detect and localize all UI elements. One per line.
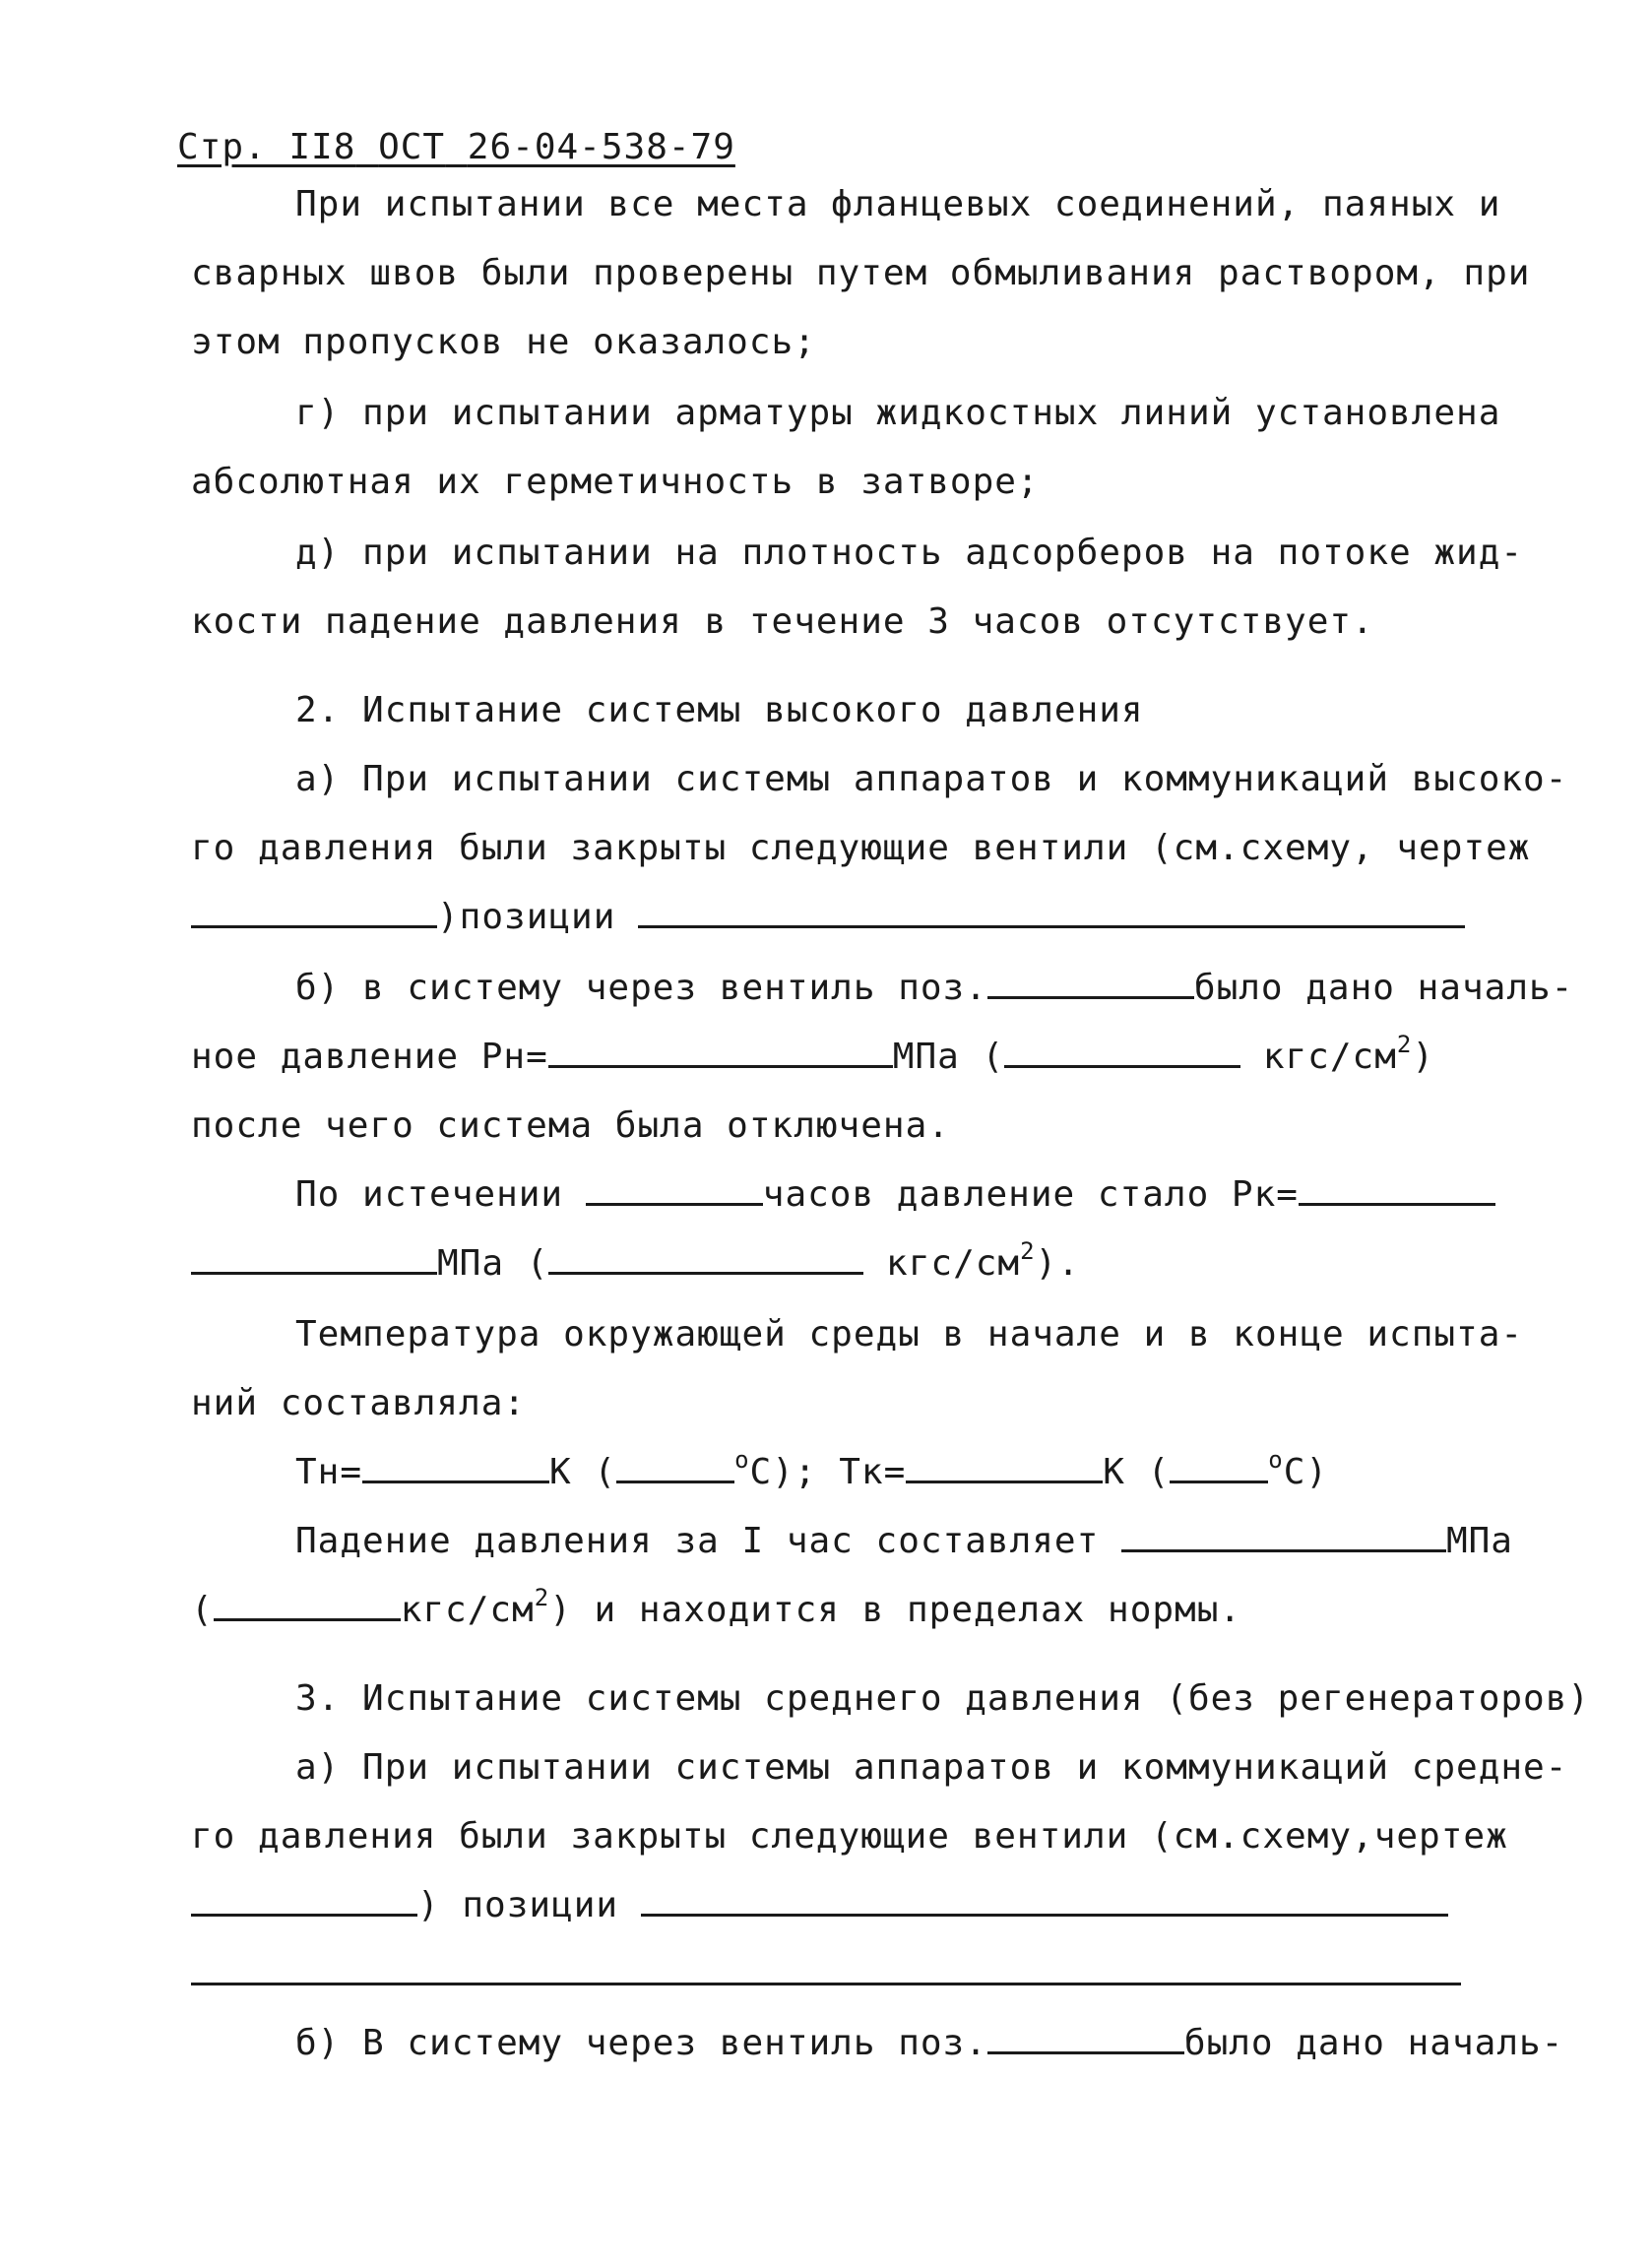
blank-field xyxy=(548,1038,893,1068)
superscript: 2 xyxy=(1396,1031,1413,1058)
field-label: ное давление Рн= xyxy=(191,1037,548,1077)
field-label: По истечении xyxy=(295,1174,586,1215)
paragraph-line: го давления были закрыты следующие вентили (см.схему, чертеж xyxy=(191,828,1531,868)
form-line xyxy=(191,1031,1435,1079)
superscript: о xyxy=(1268,1446,1284,1474)
form-line xyxy=(295,1173,1495,1217)
field-label: ) позиции xyxy=(417,1885,641,1925)
field-label: кгс/см xyxy=(400,1590,535,1630)
field-label: ) xyxy=(1412,1037,1435,1077)
paragraph-line: ний составляла: xyxy=(191,1383,527,1423)
section-title: 3. Испытание системы среднего давления (без регенераторов) xyxy=(295,1678,1591,1719)
blank-field xyxy=(191,1244,437,1275)
field-label: часов давление стало Рк= xyxy=(762,1174,1299,1215)
section-title: 2. Испытание системы высокого давления xyxy=(295,690,1144,730)
paragraph-line: сварных швов были проверены путем обмыливания раствором, при xyxy=(191,253,1531,293)
blank-field xyxy=(586,1175,763,1206)
field-label: К ( xyxy=(549,1452,617,1492)
field-label: б) В систему через вентиль поз. xyxy=(295,2023,987,2063)
form-line xyxy=(295,967,1573,1010)
blank-field xyxy=(362,1453,549,1483)
blank-field xyxy=(641,1886,1448,1917)
blank-field xyxy=(191,1955,1461,1985)
field-label: ). xyxy=(1035,1243,1080,1284)
field-label: б) в систему через вентиль поз. xyxy=(295,968,987,1008)
blank-field xyxy=(616,1453,734,1483)
field-label: было дано началь- xyxy=(1183,2023,1564,2063)
blank-field xyxy=(1004,1038,1240,1068)
blank-field xyxy=(191,1886,417,1917)
paragraph-line: д) при испытании на плотность адсорберов на потоке жид- xyxy=(295,533,1524,573)
field-label: К ( xyxy=(1103,1452,1171,1492)
field-label: С); xyxy=(749,1452,817,1492)
paragraph-line: При испытании все места фланцевых соединений, паяных и xyxy=(295,184,1501,224)
field-label: Тк= xyxy=(816,1452,907,1492)
superscript: 2 xyxy=(534,1584,550,1611)
field-label: Тн= xyxy=(295,1452,363,1492)
superscript: о xyxy=(734,1446,750,1474)
form-line xyxy=(191,1953,1461,1996)
superscript: 2 xyxy=(1020,1237,1036,1265)
form-line xyxy=(295,2022,1563,2065)
paragraph-line: Температура окружающей среды в начале и в конце испыта- xyxy=(295,1314,1524,1354)
blank-field xyxy=(906,1453,1103,1483)
form-line xyxy=(295,1446,1329,1494)
paragraph-line: г) при испытании арматуры жидкостных линий установлена xyxy=(295,393,1501,433)
blank-field xyxy=(987,2024,1184,2054)
page-label: Стр. II8 xyxy=(177,127,356,167)
paragraph-line: кости падение давления в течение 3 часов отсутствует. xyxy=(191,601,1374,642)
field-label: С) xyxy=(1283,1452,1329,1492)
blank-field xyxy=(191,898,437,928)
paragraph-line: а) При испытании системы аппаратов и коммуникаций средне- xyxy=(295,1747,1568,1788)
form-line xyxy=(191,1884,1448,1927)
blank-field xyxy=(638,898,1465,928)
paragraph-line: этом пропусков не оказалось; xyxy=(191,322,816,362)
blank-field xyxy=(548,1244,863,1275)
paragraph-line: после чего система была отключена. xyxy=(191,1105,950,1146)
field-label: МПа ( xyxy=(892,1037,1005,1077)
paragraph-line: а) При испытании системы аппаратов и коммуникаций высоко- xyxy=(295,759,1568,799)
standard-number: 26-04-538-79 xyxy=(467,127,735,167)
paragraph-line: абсолютная их герметичность в затворе; xyxy=(191,462,1040,502)
page-header xyxy=(177,126,735,169)
field-label: МПа xyxy=(1445,1521,1513,1561)
blank-field xyxy=(987,969,1194,999)
field-label: кгс/см xyxy=(1240,1037,1397,1077)
blank-field xyxy=(214,1591,401,1621)
blank-field xyxy=(1299,1175,1495,1206)
field-label: ( xyxy=(191,1590,214,1630)
blank-field xyxy=(1121,1522,1446,1552)
paragraph-line: го давления были закрыты следующие вентили (см.схему,чертеж xyxy=(191,1816,1508,1857)
standard-label: ОСТ xyxy=(378,127,446,167)
field-label: ) и находится в пределах нормы. xyxy=(549,1590,1242,1630)
form-line xyxy=(191,1584,1242,1632)
form-line xyxy=(191,896,1465,939)
field-label: кгс/см xyxy=(863,1243,1021,1284)
field-label: МПа ( xyxy=(437,1243,549,1284)
field-label: )позиции xyxy=(437,897,616,937)
field-label: Падение давления за I час составляет xyxy=(295,1521,1121,1561)
blank-field xyxy=(1170,1453,1268,1483)
form-line xyxy=(295,1520,1513,1563)
field-label: было дано началь- xyxy=(1193,968,1574,1008)
form-line xyxy=(191,1237,1080,1286)
